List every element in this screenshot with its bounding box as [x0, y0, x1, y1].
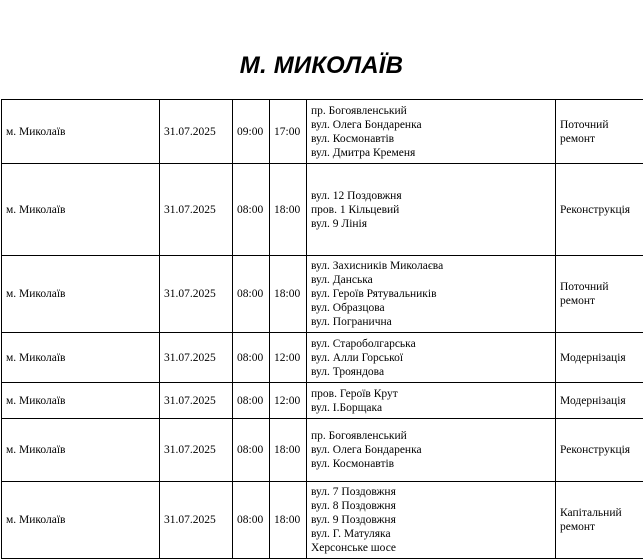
table-row	[2, 383, 643, 419]
work-type-cell: Поточний ремонт	[556, 100, 643, 164]
street-name: Херсонське шосе	[311, 542, 397, 554]
street-name: вул. Героїв Рятувальників	[311, 288, 437, 300]
work-type-cell: Модернізація	[556, 383, 643, 419]
street-name: вул. Погранична	[311, 316, 392, 328]
street-name: вул. І.Борщака	[311, 401, 383, 414]
date-cell: 31.07.2025	[160, 256, 233, 333]
table-row	[2, 164, 643, 256]
work-type-cell: Капітальний ремонт	[556, 482, 643, 559]
street-name: вул. Олега Бондаренка	[311, 118, 422, 131]
table-row	[2, 100, 643, 164]
start-time-cell: 08:00	[233, 383, 270, 419]
street-name: вул. 12 Поздовжня	[311, 189, 402, 202]
work-type-cell: Поточний ремонт	[556, 256, 643, 333]
street-name: вул. Космонавтів	[311, 132, 395, 145]
table-row	[2, 482, 643, 559]
start-time-cell: 08:00	[233, 333, 270, 383]
table-row	[2, 333, 643, 383]
end-time-cell: 17:00	[270, 100, 307, 164]
date-cell: 31.07.2025	[160, 100, 233, 164]
street-name: вул. Космонавтів	[311, 458, 395, 470]
date-cell: 31.07.2025	[160, 333, 233, 383]
city-cell: м. Миколаїв	[2, 482, 160, 559]
street-name: вул. Олега Бондаренка	[311, 444, 422, 456]
outage-schedule-table	[1, 99, 643, 559]
city-cell: м. Миколаїв	[2, 383, 160, 419]
end-time-cell: 18:00	[270, 482, 307, 559]
street-name: пров. 1 Кільцевий	[311, 203, 400, 216]
street-name: вул. Староболгарська	[311, 337, 416, 350]
start-time-cell: 08:00	[233, 482, 270, 559]
date-cell: 31.07.2025	[160, 164, 233, 256]
city-cell: м. Миколаїв	[2, 256, 160, 333]
street-name: вул. Алли Горської	[311, 351, 404, 364]
end-time-cell: 18:00	[270, 164, 307, 256]
street-name: вул. Г. Матуляка	[311, 528, 391, 540]
date-cell: 31.07.2025	[160, 419, 233, 482]
city-cell: м. Миколаїв	[2, 164, 160, 256]
street-name: вул. Данська	[311, 274, 373, 286]
streets-cell	[307, 333, 556, 383]
end-time-cell: 12:00	[270, 333, 307, 383]
city-cell: м. Миколаїв	[2, 100, 160, 164]
streets-cell	[307, 164, 556, 256]
street-name: вул. 9 Лінія	[311, 217, 368, 230]
street-name: вул. Образцова	[311, 302, 385, 314]
street-name: вул. 7 Поздовжня	[311, 486, 396, 498]
streets-cell	[307, 482, 556, 559]
page-title: М. МИКОЛАЇВ	[239, 52, 404, 79]
streets-cell	[307, 100, 556, 164]
work-type-cell: Реконструкція	[556, 419, 643, 482]
street-name: пр. Богоявленський	[311, 104, 407, 117]
street-name: пр. Богоявленський	[311, 430, 407, 442]
streets-cell	[307, 383, 556, 419]
end-time-cell: 12:00	[270, 383, 307, 419]
start-time-cell: 09:00	[233, 100, 270, 164]
street-name: вул. 9 Поздовжня	[311, 514, 396, 526]
work-type-cell: Реконструкція	[556, 164, 643, 256]
start-time-cell: 08:00	[233, 256, 270, 333]
start-time-cell: 08:00	[233, 419, 270, 482]
streets-cell	[307, 419, 556, 482]
date-cell: 31.07.2025	[160, 383, 233, 419]
streets-cell	[307, 256, 556, 333]
date-cell: 31.07.2025	[160, 482, 233, 559]
city-cell: м. Миколаїв	[2, 333, 160, 383]
table-row	[2, 419, 643, 482]
end-time-cell: 18:00	[270, 419, 307, 482]
city-cell: м. Миколаїв	[2, 419, 160, 482]
start-time-cell: 08:00	[233, 164, 270, 256]
street-name: вул. Захисників Миколаєва	[311, 260, 444, 272]
work-type-cell: Модернізація	[556, 333, 643, 383]
street-name: вул. Трояндова	[311, 365, 385, 378]
schedule-rows	[2, 100, 643, 559]
end-time-cell: 18:00	[270, 256, 307, 333]
street-name: вул. 8 Поздовжня	[311, 500, 396, 512]
street-name: вул. Дмитра Кременя	[311, 146, 416, 159]
street-name: пров. Героїв Крут	[311, 387, 398, 400]
table-row	[2, 256, 643, 333]
